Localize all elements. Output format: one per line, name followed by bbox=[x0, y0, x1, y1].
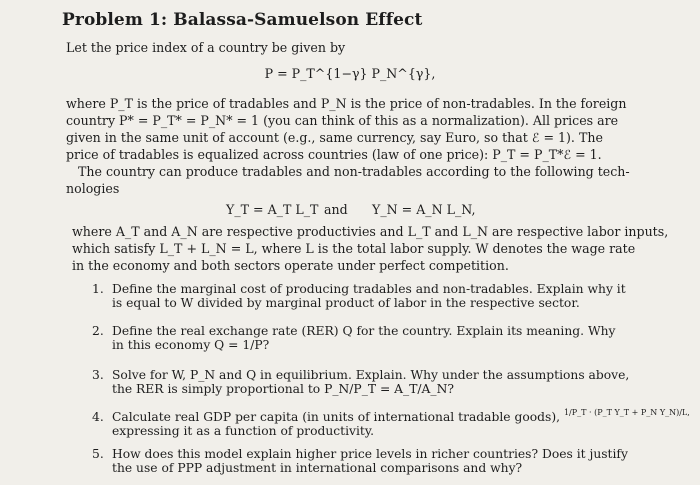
equation-production-nontradables: Y_N = A_N L_N, bbox=[372, 202, 476, 217]
gdp-formula: 1/P_T · (P_T Y_T + P_N Y_N)/L, bbox=[563, 408, 690, 417]
question-1: 1. Define the marginal cost of producing tradables and non-tradables. Explain why it is equal to W divided by marginal product of labor in the respective sector. bbox=[92, 282, 626, 310]
paragraph-line: given in the same unit of account (e.g., same currency, say Euro, so that ℰ = 1). The bbox=[66, 130, 603, 145]
intro-text: Let the price index of a country be given by bbox=[66, 40, 346, 55]
paragraph-line: country P* = P_T* = P_N* = 1 (you can think of this as a normalization). All prices are bbox=[66, 113, 619, 128]
paragraph-line: in the economy and both sectors operate under perfect competition. bbox=[72, 258, 509, 273]
equation-connector: and bbox=[324, 202, 348, 217]
equation-price-index: P = P_T^{1−γ} P_N^{γ}, bbox=[264, 66, 436, 81]
question-2: 2. Define the real exchange rate (RER) Q for the country. Explain its meaning. Why in this economy Q = 1/P? bbox=[92, 324, 616, 352]
question-5: 5. How does this model explain higher price levels in richer countries? Does it justify the use of PPP adjustment in international comparisons and why? bbox=[92, 447, 628, 475]
paragraph-line: where P_T is the price of tradables and P_N is the price of non-tradables. In the foreign bbox=[66, 96, 627, 111]
equation-production-tradables: Y_T = A_T L_T bbox=[226, 202, 319, 217]
paragraph-line: The country can produce tradables and non-tradables according to the following tech- bbox=[78, 164, 630, 179]
question-4: 4. Calculate real GDP per capita (in units of international tradable goods), $^{1/P\_T \cdot (P\_T Y\_T + P\_N Y\_N)/L,}$ expressing it as a function of productivity. bbox=[92, 408, 690, 438]
paragraph-line: price of tradables is equalized across countries (law of one price): P_T = P_T*ℰ = 1. bbox=[66, 147, 602, 162]
paragraph-line: where A_T and A_N are respective productivies and L_T and L_N are respective labor inputs, bbox=[72, 224, 669, 239]
paragraph-line: which satisfy L_T + L_N = L, where L is the total labor supply. W denotes the wage rate bbox=[72, 241, 636, 256]
question-3: 3. Solve for W, P_N and Q in equilibrium. Explain. Why under the assumptions above, the RER is simply proportional to P_N/P_T = A_T/A_N? bbox=[92, 368, 630, 396]
problem-title: Problem 1: Balassa-Samuelson Effect bbox=[62, 10, 423, 30]
paragraph-line: nologies bbox=[66, 181, 120, 196]
